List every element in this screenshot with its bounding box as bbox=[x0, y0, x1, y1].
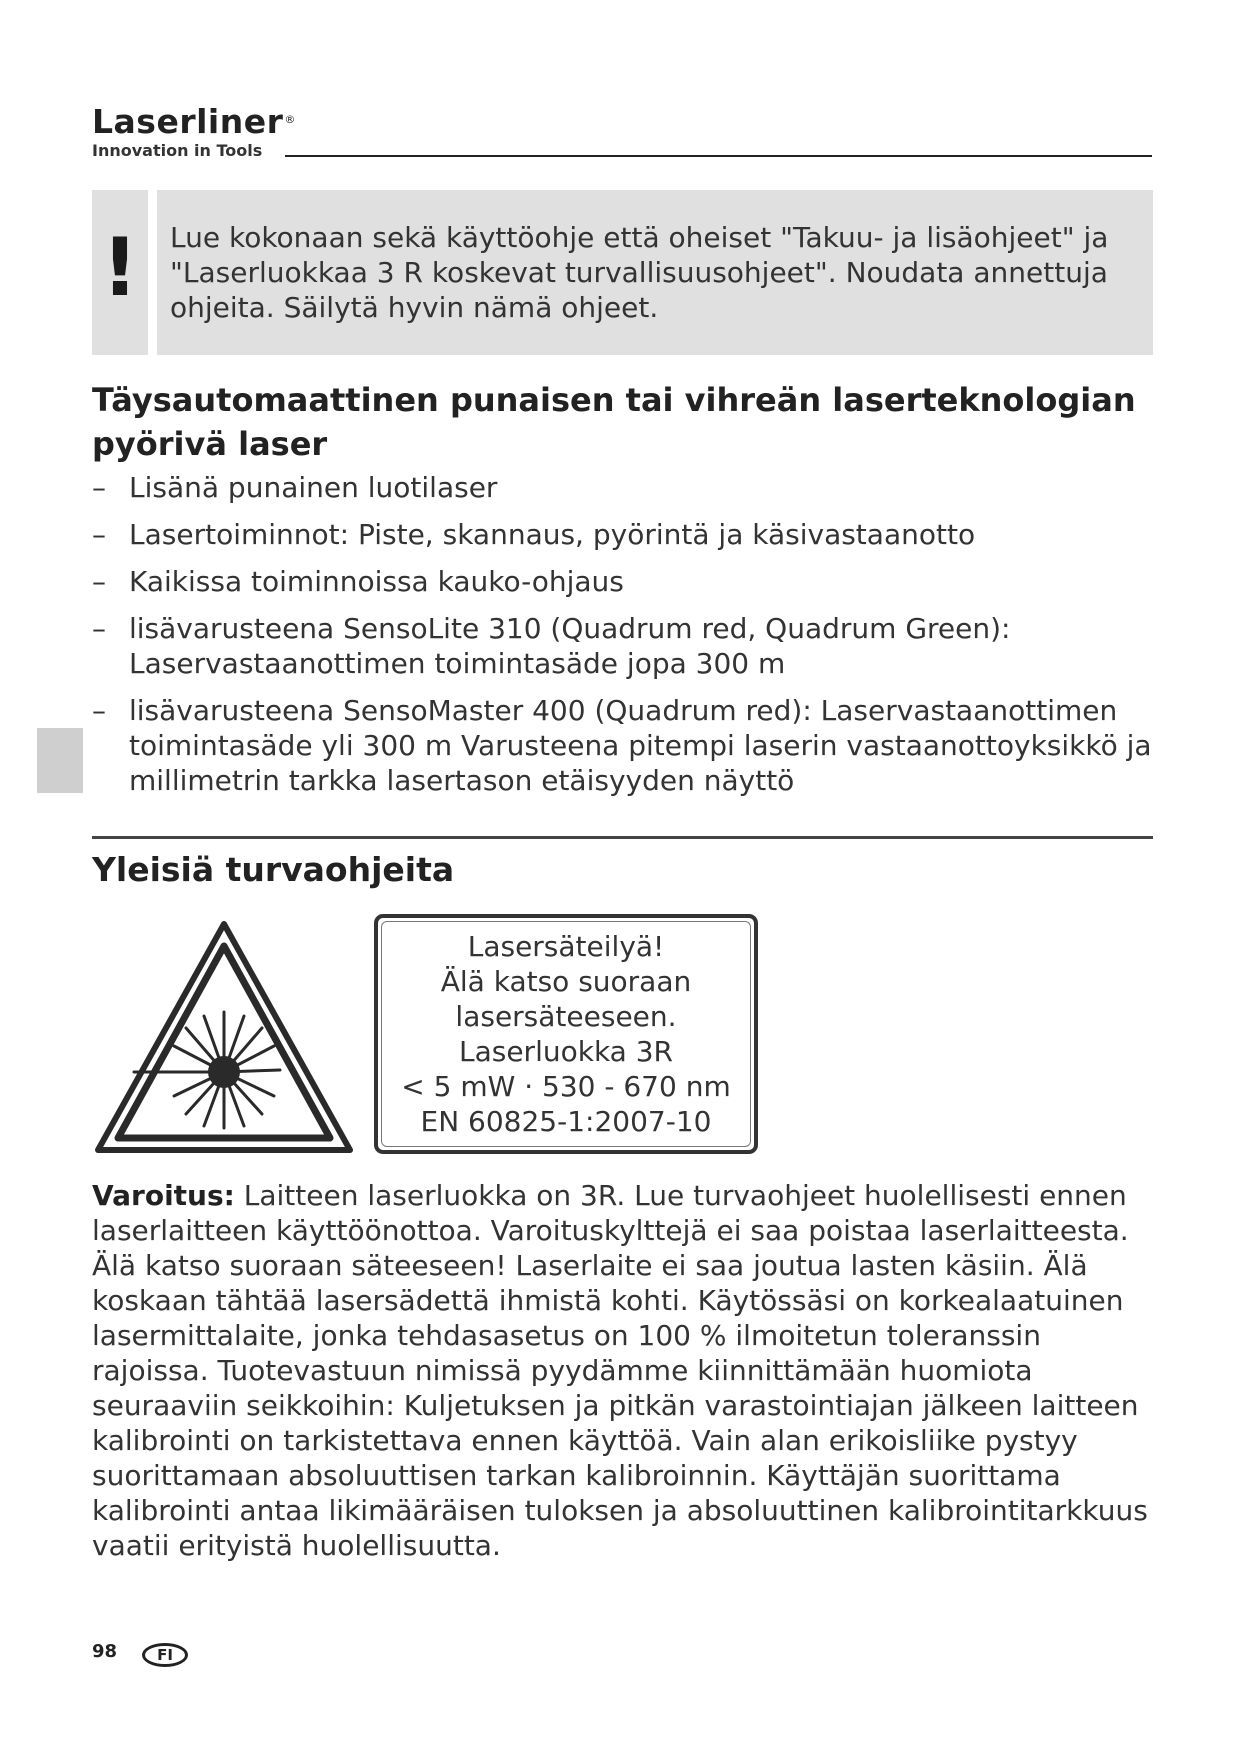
header-divider bbox=[285, 155, 1152, 157]
feature-text: – lisävarusteena SensoLite 310 (Quadrum red, Quadrum Green): Laservastaanottimen toimintasäde jopa 300 m bbox=[129, 612, 1011, 680]
notice-marker bbox=[92, 190, 148, 355]
brand-tagline: Innovation in Tools bbox=[92, 141, 263, 160]
warning-label: Varoitus: bbox=[92, 1179, 235, 1212]
brand-name: Laserliner bbox=[92, 102, 284, 141]
language-badge: FI bbox=[142, 1643, 188, 1667]
label-line: lasersäteeseen. bbox=[455, 1000, 677, 1033]
label-line: < 5 mW · 530 - 670 nm bbox=[401, 1070, 731, 1103]
label-line: Lasersäteilyä! bbox=[467, 930, 665, 963]
notice-text: Lue kokonaan sekä käyttöohje että oheiset "Takuu- ja lisäohjeet" ja "Laserluokkaa 3 R koskevat turvallisuusohjeet". Noudata annettuja ohjeita. Säilytä hyvin nämä ohjeet. bbox=[170, 221, 1109, 324]
feature-text: – Kaikissa toiminnoissa kauko-ohjaus bbox=[129, 565, 624, 598]
list-item bbox=[92, 693, 1152, 798]
list-item bbox=[92, 564, 1152, 599]
product-title: Täysautomaattinen punaisen tai vihreän laserteknologian pyörivä laser bbox=[92, 381, 1136, 463]
brand-logo bbox=[92, 104, 296, 140]
feature-text: – Lasertoiminnot: Piste, skannaus, pyörintä ja käsivastaanotto bbox=[129, 518, 976, 551]
section-title-safety: Yleisiä turvaohjeita bbox=[92, 850, 455, 889]
label-text bbox=[378, 929, 754, 1139]
label-line: EN 60825-1:2007-10 bbox=[420, 1105, 712, 1138]
label-line: Laserluokka 3R bbox=[458, 1035, 673, 1068]
section-divider bbox=[92, 836, 1153, 839]
list-item bbox=[92, 611, 1152, 681]
laser-class-label bbox=[374, 914, 758, 1154]
warning-text: Laitteen laserluokka on 3R. Lue turvaohjeet huolellisesti ennen laserlaitteen käyttöönottoa. Varoituskylttejä ei saa poistaa laserlaitteesta. Älä katso suoraan säteeseen! Laserlaite ei saa joutua lasten käsiin. Älä koskaan tähtää lasersädettä ihmistä kohti. Käytössäsi on korkealaatuinen lasermittalaite, jonka tehdasasetus on 100 % ilmoitetun toleranssin rajoissa. Tuotevastuun nimissä pyydämme kiinnittämään huomiota seuraaviin seikkoihin: Kuljetuksen ja pitkän varastointiajan jälkeen laitteen kalibrointi on tarkistettava ennen käyttöä. Vain alan erikoisliike pystyy suorittamaan absoluuttisen tarkan kalibroinnin. Käyttäjän suorittama kalibrointi antaa likimääräisen tuloksen ja absoluuttinen kalibrointitarkkuus vaatii erityistä huolellisuutta. bbox=[92, 1179, 1148, 1562]
read-instructions-notice bbox=[92, 190, 1153, 355]
list-item bbox=[92, 517, 1152, 552]
registered-mark: ® bbox=[284, 113, 296, 126]
feature-text: – lisävarusteena SensoMaster 400 (Quadrum red): Laservastaanottimen toimintasäde yli 300 m Varusteena pitempi laserin vastaanottoyksikkö ja millimetrin tarkka lasertason etäisyyden näyttö bbox=[129, 694, 1152, 797]
chapter-tab-marker bbox=[37, 728, 83, 793]
label-line: Älä katso suoraan bbox=[440, 965, 692, 998]
laser-warning-icon bbox=[94, 920, 354, 1156]
page-number: 98 bbox=[92, 1641, 118, 1662]
feature-text: – Lisänä punainen luotilaser bbox=[129, 471, 498, 504]
list-item bbox=[92, 470, 1152, 505]
feature-list bbox=[92, 470, 1152, 810]
warning-paragraph bbox=[92, 1178, 1152, 1563]
page-header bbox=[92, 104, 1152, 164]
exclamation-icon: ! bbox=[101, 221, 139, 314]
notice-box bbox=[157, 190, 1153, 355]
